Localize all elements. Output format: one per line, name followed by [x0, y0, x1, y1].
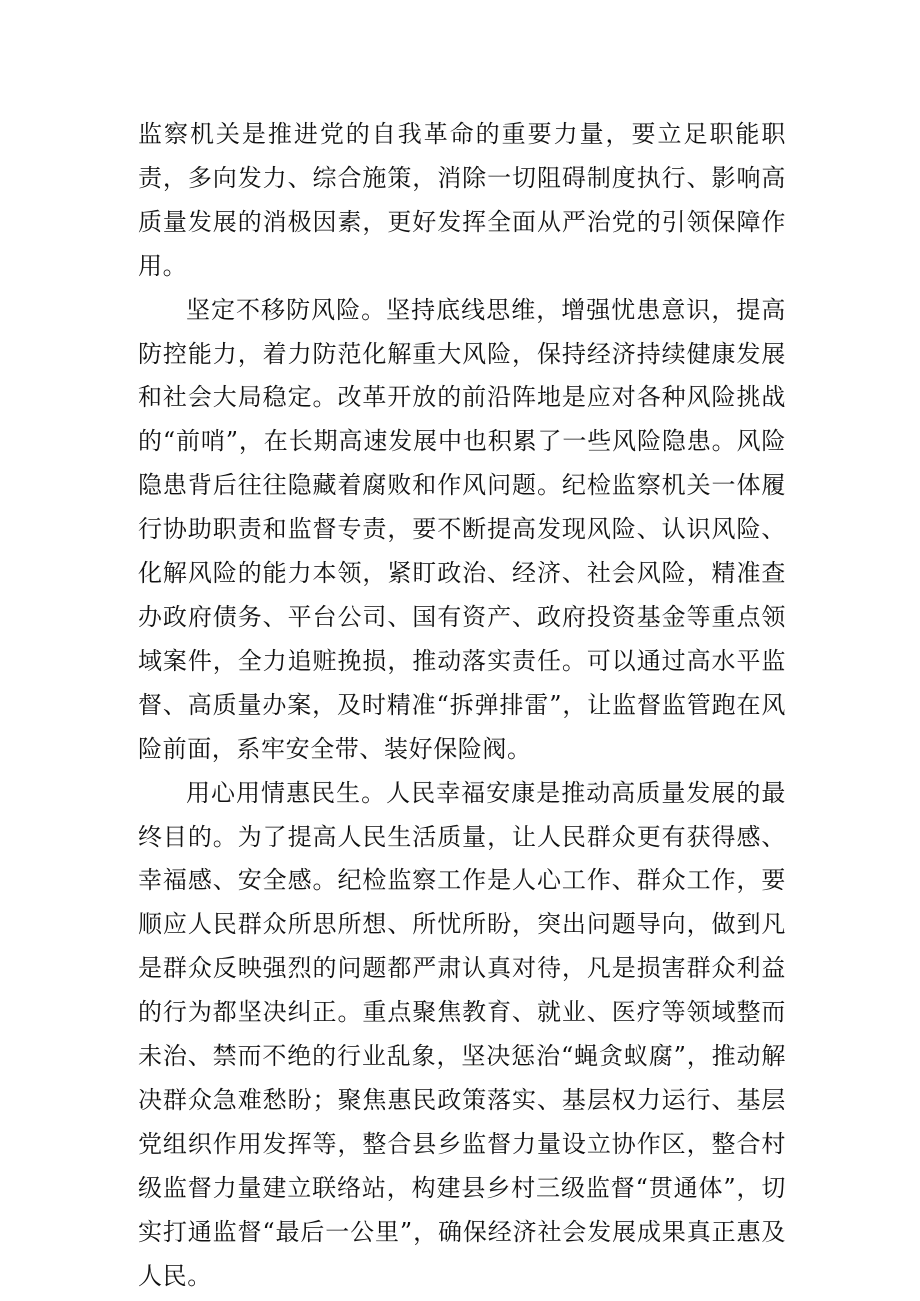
paragraph-continuation: 监察机关是推进党的自我革命的重要力量，要立足职能职责，多向发力、综合施策，消除一切阻碍制度执行、影响高质量发展的消极因素，更好发挥全面从严治党的引领保障作用。 — [138, 120, 786, 280]
paragraph-risk-prevention: 坚定不移防风险。坚持底线思维，增强忧患意识，提高防控能力，着力防范化解重大风险，保持经济持续健康发展和社会大局稳定。改革开放的前沿阵地是应对各种风险挑战的“前哨”，在长期高速发展中也积累了一些风险隐患。风险隐患背后往往隐藏着腐败和作风问题。纪检监察机关一体履行协助职责和监督专责，要不断提高发现风险、认识风险、化解风险的能力本领，紧盯政治、经济、社会风险，精准查办政府债务、平台公司、国有资产、政府投资基金等重点领域案件，全力追赃挽损，推动落实责任。可以通过高水平监督、高质量办案，及时精准“拆弹排雷”，让监督监管跑在风险前面，系牢安全带、装好保险阀。 — [138, 295, 786, 763]
paragraph-people-livelihood: 用心用情惠民生。人民幸福安康是推动高质量发展的最终目的。为了提高人民生活质量，让人民群众更有获得感、幸福感、安全感。纪检监察工作是人心工作、群众工作，要顺应人民群众所思所想、所忧所盼，突出问题导向，做到凡是群众反映强烈的问题都严肃认真对待，凡是损害群众利益的行为都坚决纠正。重点聚焦教育、就业、医疗等领域整而未治、禁而不绝的行业乱象，坚决惩治“蝇贪蚁腐”，推动解决群众急难愁盼；聚焦惠民政策落实、基层权力运行、基层党组织作用发挥等，整合县乡监督力量设立协作区，整合村级监督力量建立联络站，构建县乡村三级监督“贯通体”，切实打通监督“最后一公里”，确保经济社会发展成果真正惠及人民。 — [138, 778, 786, 1290]
document-body — [138, 113, 786, 1298]
